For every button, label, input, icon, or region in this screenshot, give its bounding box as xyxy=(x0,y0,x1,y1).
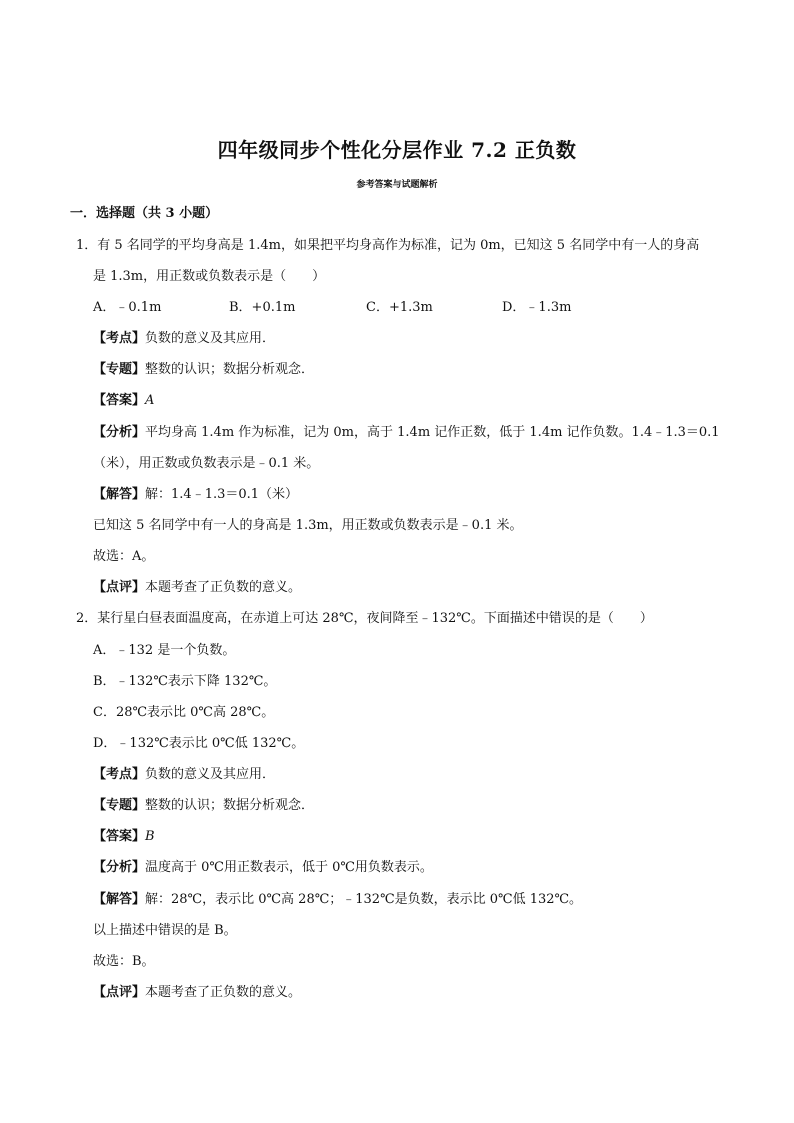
q2-dianping-text: 本题考查了正负数的意义。 xyxy=(145,985,302,1000)
q2-zhuanti xyxy=(93,796,314,816)
q1-answer-tag: 【答案】 xyxy=(93,393,146,408)
q1-kaodian-text: 负数的意义及其应用． xyxy=(145,331,276,346)
q2-kaodian-tag: 【考点】 xyxy=(93,767,146,782)
q2-fenxi xyxy=(93,858,433,878)
q2-jieda-text1: 解：28℃，表示比 0℃高 28℃；﹣132℃是负数，表示比 0℃低 132℃。 xyxy=(145,892,583,907)
q2-fenxi-text1: 温度高于 0℃用正数表示，低于 0℃用负数表示。 xyxy=(145,860,433,875)
q2-kaodian xyxy=(93,765,275,785)
q1-answer xyxy=(93,391,154,411)
q1-stem-line1: 1．有 5 名同学的平均身高是 1.4m，如果把平均身高作为标准，记为 0m，已知这 5 名同学中有一人的身高 xyxy=(76,238,700,253)
q2-answer-tag: 【答案】 xyxy=(93,829,146,844)
q1-option-b: B．+0.1m xyxy=(229,300,296,315)
q1-jieda-line3: 故选：A。 xyxy=(93,549,155,564)
q1-option-c: C．+1.3m xyxy=(366,300,433,315)
q2-jieda-line3: 故选：B。 xyxy=(93,954,155,969)
page-title: 四年级同步个性化分层作业 7.2 正负数 xyxy=(217,138,577,162)
q1-answer-text: A xyxy=(145,393,155,408)
q1-fenxi-text1: 平均身高 1.4m 作为标准，记为 0m，高于 1.4m 记作正数，低于 1.4m 记作负数。1.4﹣1.3＝0.1 xyxy=(145,425,720,440)
q1-dianping-text: 本题考查了正负数的意义。 xyxy=(145,580,302,595)
q1-jieda-line2: 已知这 5 名同学中有一人的身高是 1.3m，用正数或负数表示是﹣0.1 米。 xyxy=(93,518,523,533)
q2-dianping xyxy=(93,983,301,1003)
q1-zhuanti-text: 整数的认识；数据分析观念． xyxy=(145,362,315,377)
q2-answer-text: B xyxy=(145,829,155,844)
page-subtitle: 参考答案与试题解析 xyxy=(356,180,438,190)
q2-dianping-tag: 【点评】 xyxy=(93,985,146,1000)
q1-option-a: A．﹣0.1m xyxy=(93,300,162,315)
q1-kaodian-tag: 【考点】 xyxy=(93,331,146,346)
q1-zhuanti xyxy=(93,360,314,380)
q2-zhuanti-text: 整数的认识；数据分析观念． xyxy=(145,798,315,813)
q1-fenxi-line2: （米），用正数或负数表示是﹣0.1 米。 xyxy=(93,456,320,471)
q2-kaodian-text: 负数的意义及其应用． xyxy=(145,767,276,782)
q2-option-d: D．﹣132℃表示比 0℃低 132℃。 xyxy=(93,736,305,751)
q1-dianping xyxy=(93,578,301,598)
q2-zhuanti-tag: 【专题】 xyxy=(93,798,146,813)
q1-fenxi xyxy=(93,423,720,443)
q1-kaodian xyxy=(93,329,275,349)
q2-answer xyxy=(93,827,155,847)
q2-fenxi-tag: 【分析】 xyxy=(93,860,146,875)
q2-jieda-tag: 【解答】 xyxy=(93,892,146,907)
q1-stem-line2: 是 1.3m，用正数或负数表示是（ ） xyxy=(93,269,326,284)
q1-option-d: D．﹣1.3m xyxy=(502,300,572,315)
section-heading: 一．选择题（共 3 小题） xyxy=(70,206,219,221)
q2-option-a: A．﹣132 是一个负数。 xyxy=(93,643,236,658)
q2-stem-line1: 2．某行星白昼表面温度高，在赤道上可达 28℃，夜间降至﹣132℃。下面描述中错误的是（ ） xyxy=(76,611,653,626)
q1-dianping-tag: 【点评】 xyxy=(93,580,146,595)
q2-jieda-line2: 以上描述中错误的是 B。 xyxy=(93,923,237,938)
q1-zhuanti-tag: 【专题】 xyxy=(93,362,146,377)
q2-jieda xyxy=(93,890,582,910)
q1-jieda xyxy=(93,485,298,505)
q1-fenxi-tag: 【分析】 xyxy=(93,425,146,440)
q1-jieda-text1: 解：1.4﹣1.3＝0.1（米） xyxy=(145,487,299,502)
q1-jieda-tag: 【解答】 xyxy=(93,487,146,502)
q2-option-c: C．28℃表示比 0℃高 28℃。 xyxy=(93,705,275,720)
q2-option-b: B．﹣132℃表示下降 132℃。 xyxy=(93,674,277,689)
